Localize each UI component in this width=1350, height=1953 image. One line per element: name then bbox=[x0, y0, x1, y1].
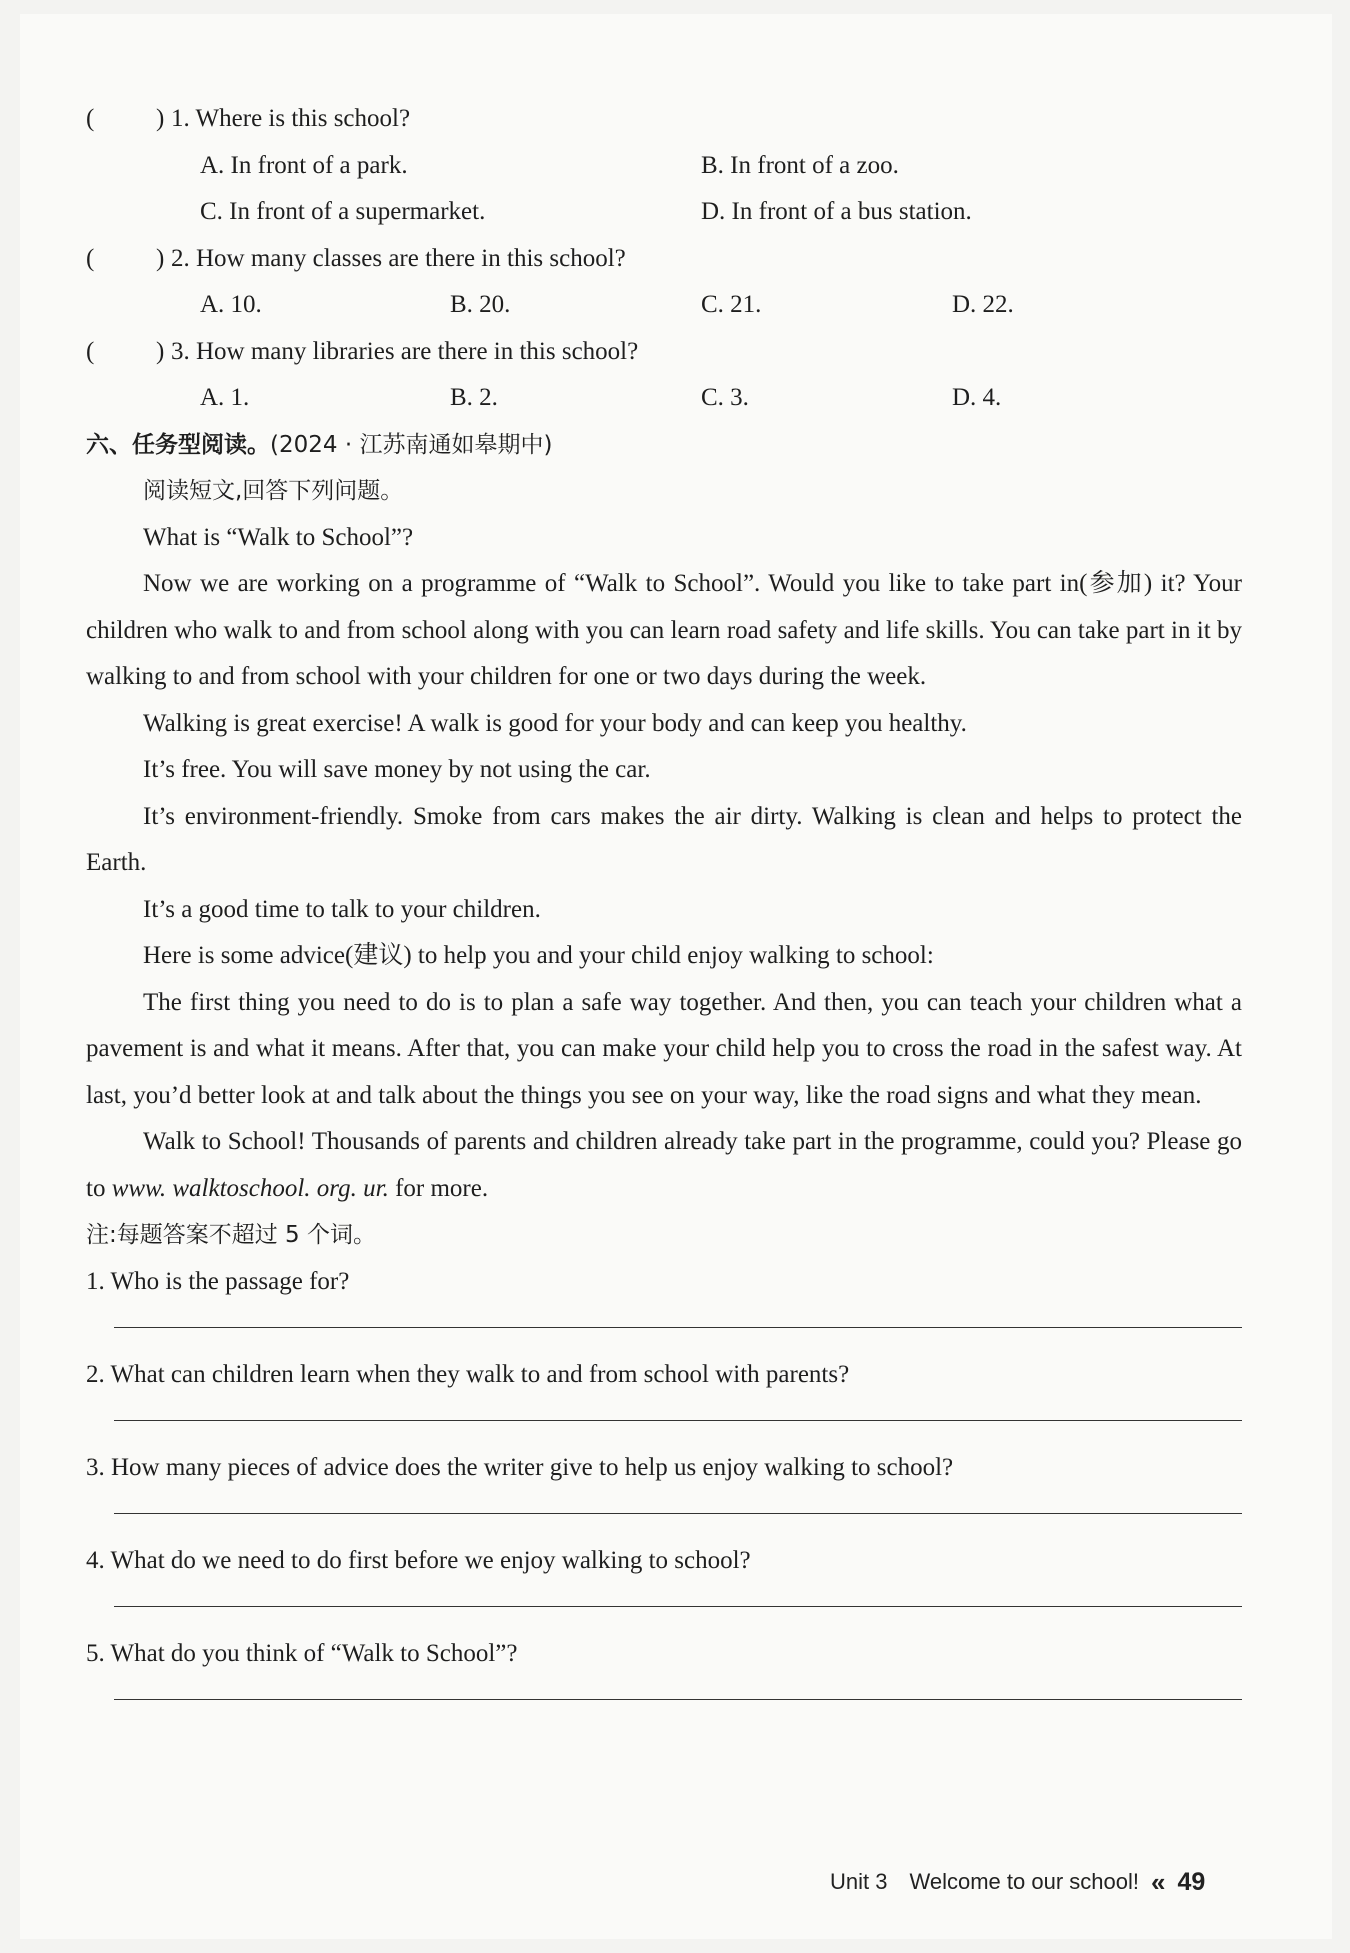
answer-question-5: 5. What do you think of “Walk to School”? bbox=[86, 1639, 518, 1667]
passage-paragraph: Now we are working on a programme of “Walk to School”. Would you like to take part in(参加) it? Your children who walk to and from school along with you can learn road safety and life skills. You can take part in it by walking to and from school with your children for one or two days during the week. bbox=[86, 570, 1242, 690]
option-c: C. 3. bbox=[701, 384, 749, 411]
page-footer bbox=[830, 1864, 1205, 1900]
section-instruction: 阅读短文,回答下列问题。 bbox=[143, 478, 404, 504]
mc-question-1 bbox=[86, 96, 1242, 143]
option-b: B. 2. bbox=[450, 384, 498, 411]
paragraph-text: for more. bbox=[388, 1174, 489, 1202]
paragraph-text: Walk to School! Thousands of parents and children already take part in the programme, could you? Please go to bbox=[86, 1128, 1242, 1202]
answer-question-1: 1. Who is the passage for? bbox=[86, 1267, 350, 1295]
answer-bracket-close: ) bbox=[156, 244, 165, 272]
passage-paragraph: Here is some advice(建议) to help you and your child enjoy walking to school: bbox=[143, 942, 934, 969]
answer-bracket-open: ( bbox=[86, 105, 95, 132]
option-d: D. In front of a bus station. bbox=[701, 198, 972, 225]
answer-note: 注:每题答案不超过 5 个词。 bbox=[86, 1222, 377, 1248]
passage-paragraph: Walking is great exercise! A walk is good for your body and can keep you healthy. bbox=[143, 709, 967, 737]
section-heading bbox=[86, 422, 1242, 469]
footer-unit: Unit 3 bbox=[830, 1869, 888, 1894]
option-a: A. In front of a park. bbox=[200, 151, 408, 179]
page-content bbox=[86, 96, 1242, 1724]
option-a: A. 10. bbox=[200, 291, 262, 318]
double-chevron-icon: « bbox=[1150, 1866, 1160, 1897]
mc-question-2 bbox=[86, 236, 1242, 283]
options-row bbox=[86, 143, 1242, 190]
answer-bracket-open: ( bbox=[86, 337, 95, 365]
question-text: 3. How many libraries are there in this school? bbox=[171, 337, 639, 365]
answer-blank-5[interactable] bbox=[86, 1677, 1242, 1724]
options-row bbox=[86, 282, 1242, 329]
option-b: B. In front of a zoo. bbox=[701, 151, 899, 179]
passage-paragraph: The first thing you need to do is to plan a safe way together. And then, you can teach your children what a pavement is and what it means. After that, you can make your child help you to cross the road in the safest way. At last, you’d better look at and talk about the things you see on your way, like the road signs and what they mean. bbox=[86, 988, 1242, 1109]
answer-bracket-open: ( bbox=[86, 244, 95, 272]
answer-blank-1[interactable] bbox=[86, 1305, 1242, 1352]
mc-question-3 bbox=[86, 329, 1242, 376]
passage-paragraph: It’s free. You will save money by not using the car. bbox=[143, 756, 651, 783]
passage-paragraph: It’s environment-friendly. Smoke from cars makes the air dirty. Walking is clean and helps to protect the Earth. bbox=[86, 802, 1242, 876]
option-b: B. 20. bbox=[450, 291, 511, 318]
page-number: 49 bbox=[1177, 1867, 1206, 1896]
answer-question-4: 4. What do we need to do first before we enjoy walking to school? bbox=[86, 1546, 751, 1574]
footer-title: Welcome to our school! bbox=[909, 1869, 1139, 1894]
option-a: A. 1. bbox=[200, 384, 250, 411]
passage-paragraph: It’s a good time to talk to your children. bbox=[143, 895, 541, 923]
question-text: 1. Where is this school? bbox=[171, 105, 411, 132]
passage-title: What is “Walk to School”? bbox=[143, 523, 414, 551]
website-url: www. walktoschool. org. ur. bbox=[111, 1174, 389, 1202]
option-c: C. In front of a supermarket. bbox=[200, 198, 486, 225]
question-text: 2. How many classes are there in this school? bbox=[171, 244, 626, 272]
answer-blank-2[interactable] bbox=[86, 1398, 1242, 1445]
answer-blank-3[interactable] bbox=[86, 1491, 1242, 1538]
section-source: (2024 · 江苏南通如皋期中) bbox=[270, 431, 553, 458]
answer-question-2: 2. What can children learn when they walk to and from school with parents? bbox=[86, 1360, 850, 1388]
answer-question-3: 3. How many pieces of advice does the writer give to help us enjoy walking to school? bbox=[86, 1453, 954, 1481]
options-row bbox=[86, 375, 1242, 422]
answer-bracket-close: ) bbox=[156, 105, 165, 132]
answer-bracket-close: ) bbox=[156, 337, 165, 365]
option-d: D. 22. bbox=[952, 291, 1014, 318]
option-d: D. 4. bbox=[952, 384, 1002, 411]
option-c: C. 21. bbox=[701, 291, 762, 318]
answer-blank-4[interactable] bbox=[86, 1584, 1242, 1631]
options-row bbox=[86, 189, 1242, 236]
passage-paragraph-last bbox=[86, 1119, 1242, 1212]
section-title: 六、任务型阅读。 bbox=[86, 431, 270, 458]
